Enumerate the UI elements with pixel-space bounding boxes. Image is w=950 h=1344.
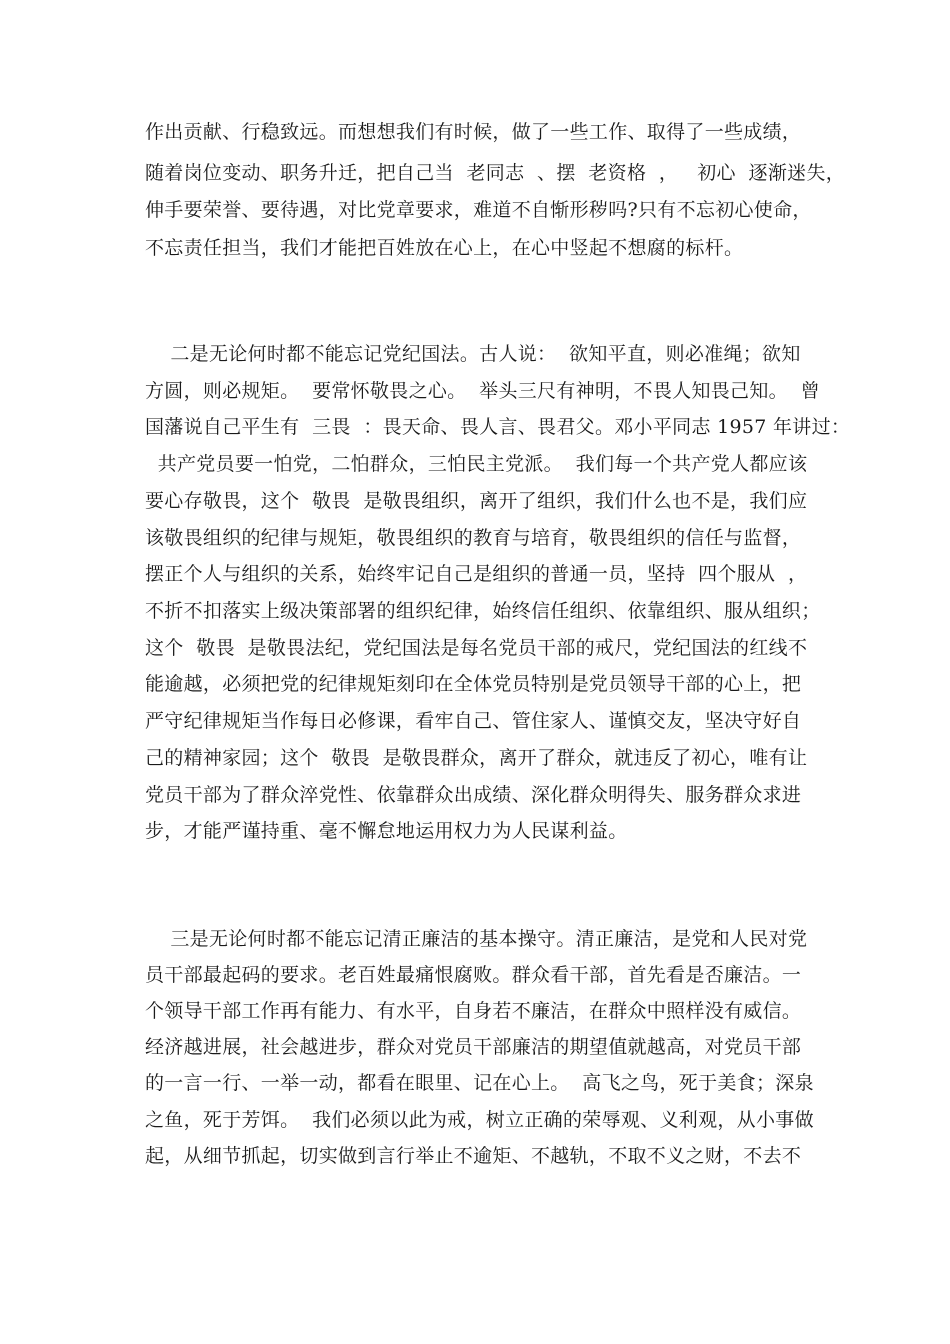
paragraph-line: 己的精神家园；这个 敬畏 是敬畏群众，离开了群众，就违反了初心，唯有让 [145, 747, 808, 769]
paragraph-line: 这个 敬畏 是敬畏法纪，党纪国法是每名党员干部的戒尺，党纪国法的红线不 [145, 637, 808, 659]
paragraph-line: 步，才能严谨持重、毫不懈怠地运用权力为人民谋利益。 [145, 820, 628, 842]
paragraph-line: 共产党员要一怕党，二怕群众，三怕民主党派。 我们每一个共产党人都应该 [145, 453, 808, 475]
paragraph-line: 严守纪律规矩当作每日必修课，看牢自己、管住家人、谨慎交友，坚决守好自 [145, 710, 802, 732]
paragraph-line: 随着岗位变动、职务升迁，把自己当 老同志 、摆 老资格 ， 初心 逐渐迷失， [145, 162, 846, 184]
paragraph-line: 能逾越，必须把党的纪律规矩刻印在全体党员特别是党员领导干部的心上，把 [145, 673, 802, 695]
paragraph-line: 起，从细节抓起，切实做到言行举止不逾矩、不越轨，不取不义之财，不去不 [145, 1145, 802, 1167]
paragraph-line: 不折不扣落实上级决策部署的组织纪律，始终信任组织、依靠组织、服从组织； [145, 600, 821, 622]
paragraph-line: 三是无论何时都不能忘记清正廉洁的基本操守。清正廉洁，是党和人民对党 [145, 928, 808, 950]
paragraph-line: 二是无论何时都不能忘记党纪国法。古人说： 欲知平直，则必准绳；欲知 [145, 343, 801, 365]
paragraph-line: 摆正个人与组织的关系，始终牢记自己是组织的普通一员，坚持 四个服从 ， [145, 563, 808, 585]
paragraph-line: 伸手要荣誉、要待遇，对比党章要求，难道不自惭形秽吗?只有不忘初心使命， [145, 199, 812, 221]
paragraph-line: 员干部最起码的要求。老百姓最痛恨腐败。群众看干部，首先看是否廉洁。一 [145, 964, 802, 986]
paragraph-line: 不忘责任担当，我们才能把百姓放在心上，在心中竖起不想腐的标杆。 [145, 237, 744, 259]
paragraph-line: 该敬畏组织的纪律与规矩，敬畏组织的教育与培育，敬畏组织的信任与监督， [145, 527, 802, 549]
paragraph-line: 方圆，则必规矩。 要常怀敬畏之心。 举头三尺有神明，不畏人知畏己知。 曾 [145, 380, 820, 402]
paragraph-line: 党员干部为了群众淬党性、依靠群众出成绩、深化群众明得失、服务群众求进 [145, 784, 802, 806]
paragraph-line: 之鱼，死于芳饵。 我们必须以此为戒，树立正确的荣辱观、义利观，从小事做 [145, 1109, 814, 1131]
paragraph-line: 经济越进展，社会越进步，群众对党员干部廉洁的期望值就越高，对党员干部 [145, 1036, 802, 1058]
paragraph-line: 要心存敬畏，这个 敬畏 是敬畏组织，离开了组织，我们什么也不是，我们应 [145, 490, 808, 512]
paragraph-line: 作出贡献、行稳致远。而想想我们有时候，做了一些工作、取得了一些成绩， [145, 121, 802, 143]
paragraph-line: 的一言一行、一举一动，都看在眼里、记在心上。 高飞之鸟，死于美食；深泉 [145, 1072, 814, 1094]
paragraph-line: 个领导干部工作再有能力、有水平，自身若不廉洁，在群众中照样没有威信。 [145, 1000, 802, 1022]
paragraph-line: 国藩说自己平生有 三畏 ：畏天命、畏人言、畏君父。邓小平同志 1957 年讲过： [145, 416, 851, 438]
